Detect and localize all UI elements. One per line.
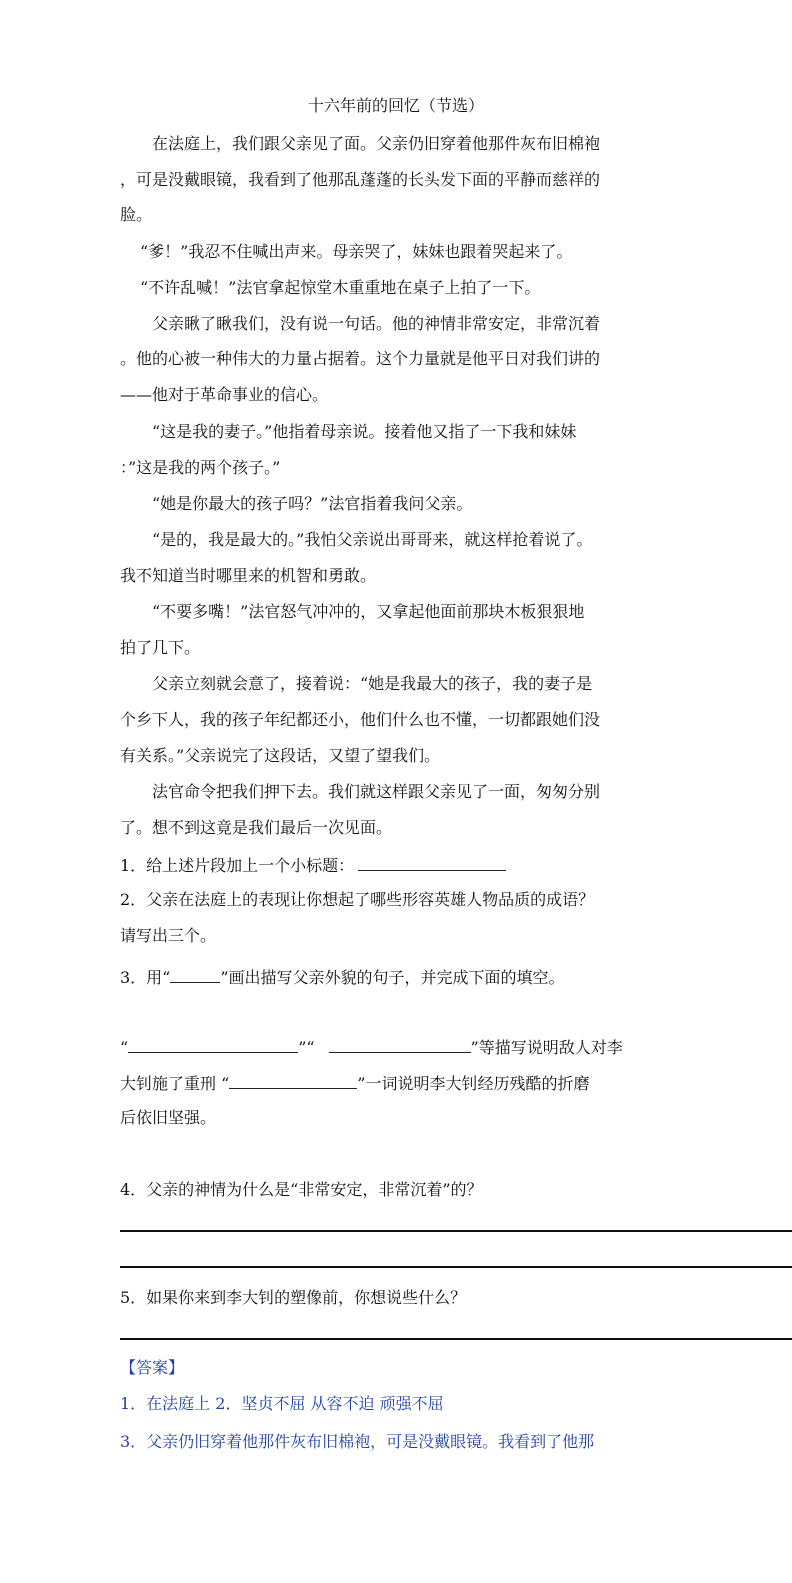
question-1-text: 1．给上述片段加上一个小标题： bbox=[120, 856, 355, 875]
passage-line: ——他对于革命事业的信心。 bbox=[120, 385, 329, 404]
passage-line: 。他的心被一种伟大的力量占据着。这个力量就是他平日对我们讲的 bbox=[120, 349, 601, 368]
question-3-fill-line1 bbox=[120, 1036, 672, 1058]
passage-line: “不要多嘴！”法官怒气冲冲的，又拿起他面前那块木板狠狠地 bbox=[152, 602, 585, 621]
answer-rule[interactable] bbox=[120, 1266, 792, 1268]
answer-line: 1．在法庭上 2．坚贞不屈 从容不迫 顽强不屈 bbox=[120, 1394, 444, 1413]
passage-line: 我不知道当时哪里来的机智和勇敢。 bbox=[120, 566, 377, 585]
question-4: 4．父亲的神情为什么是“非常安定，非常沉着”的？ bbox=[120, 1180, 483, 1199]
quote-open: “ bbox=[120, 1038, 129, 1057]
quote-close-open: ”“ bbox=[298, 1038, 315, 1057]
fill-text-1: ”等描写说明敌人对李 bbox=[470, 1038, 623, 1057]
question-1 bbox=[120, 854, 672, 876]
passage-line: “她是你最大的孩子吗？”法官指着我问父亲。 bbox=[152, 494, 473, 513]
fill-blank-2[interactable] bbox=[329, 1036, 471, 1053]
passage-line: 在法庭上，我们跟父亲见了面。父亲仍旧穿着他那件灰布旧棉袍 bbox=[152, 134, 601, 153]
passage-line: 父亲立刻就会意了，接着说：“她是我最大的孩子，我的妻子是 bbox=[152, 674, 593, 693]
passage-line: “爹！”我忍不住喊出声来。母亲哭了，妹妹也跟着哭起来了。 bbox=[140, 242, 573, 261]
question-3 bbox=[120, 966, 672, 988]
answer-blank[interactable] bbox=[358, 854, 506, 871]
answer-rule[interactable] bbox=[120, 1230, 792, 1232]
passage-line: “是的，我是最大的。”我怕父亲说出哥哥来，就这样抢着说了。 bbox=[152, 530, 593, 549]
question-3-prefix: 3．用“ bbox=[120, 968, 171, 987]
document-title: 十六年前的回忆（节选） bbox=[307, 96, 484, 115]
question-3-suffix: ”画出描写父亲外貌的句子，并完成下面的填空。 bbox=[220, 968, 565, 987]
passage-line: “这是我的妻子。”他指着母亲说。接着他又指了一下我和妹妹 bbox=[152, 422, 577, 441]
question-3-fill-line3: 后依旧坚强。 bbox=[120, 1108, 217, 1127]
passage-line: 脸。 bbox=[120, 205, 153, 224]
question-2-line1: 2．父亲在法庭上的表现让你想起了哪些形容英雄人物品质的成语？ bbox=[120, 890, 595, 909]
passage-line: 了。想不到这竟是我们最后一次见面。 bbox=[120, 818, 393, 837]
answer-rule[interactable] bbox=[120, 1338, 792, 1340]
passage-line: 有关系。”父亲说完了这段话，又望了望我们。 bbox=[120, 746, 441, 765]
passage-line: 个乡下人，我的孩子年纪都还小，他们什么也不懂，一切都跟她们没 bbox=[120, 710, 601, 729]
passage-line: 拍了几下。 bbox=[120, 638, 201, 657]
fill-text-2: 大钊施了重刑 “ bbox=[120, 1074, 230, 1093]
question-3-fill-line2 bbox=[120, 1072, 672, 1094]
passage-line: ：”这是我的两个孩子。” bbox=[120, 458, 281, 477]
passage-line: “不许乱喊！”法官拿起惊堂木重重地在桌子上拍了一下。 bbox=[140, 278, 541, 297]
passage-line: 法官命令把我们押下去。我们就这样跟父亲见了一面，匆匆分别 bbox=[152, 782, 601, 801]
question-5: 5．如果你来到李大钊的塑像前，你想说些什么？ bbox=[120, 1288, 467, 1307]
passage-line: ，可是没戴眼镜，我看到了他那乱蓬蓬的长头发下面的平静而慈祥的 bbox=[120, 170, 601, 189]
answer-heading: 【答案】 bbox=[120, 1358, 185, 1377]
question-2-line2: 请写出三个。 bbox=[120, 926, 217, 945]
answer-line: 3．父亲仍旧穿着他那件灰布旧棉袍，可是没戴眼镜。我看到了他那 bbox=[120, 1432, 595, 1451]
fill-blank-1[interactable] bbox=[128, 1036, 298, 1053]
fill-text-3: ”一词说明李大钊经历残酷的折磨 bbox=[357, 1074, 590, 1093]
fill-blank-3[interactable] bbox=[229, 1072, 357, 1089]
underline-sample bbox=[170, 966, 220, 983]
passage-line: 父亲瞅了瞅我们，没有说一句话。他的神情非常安定，非常沉着 bbox=[152, 314, 601, 333]
